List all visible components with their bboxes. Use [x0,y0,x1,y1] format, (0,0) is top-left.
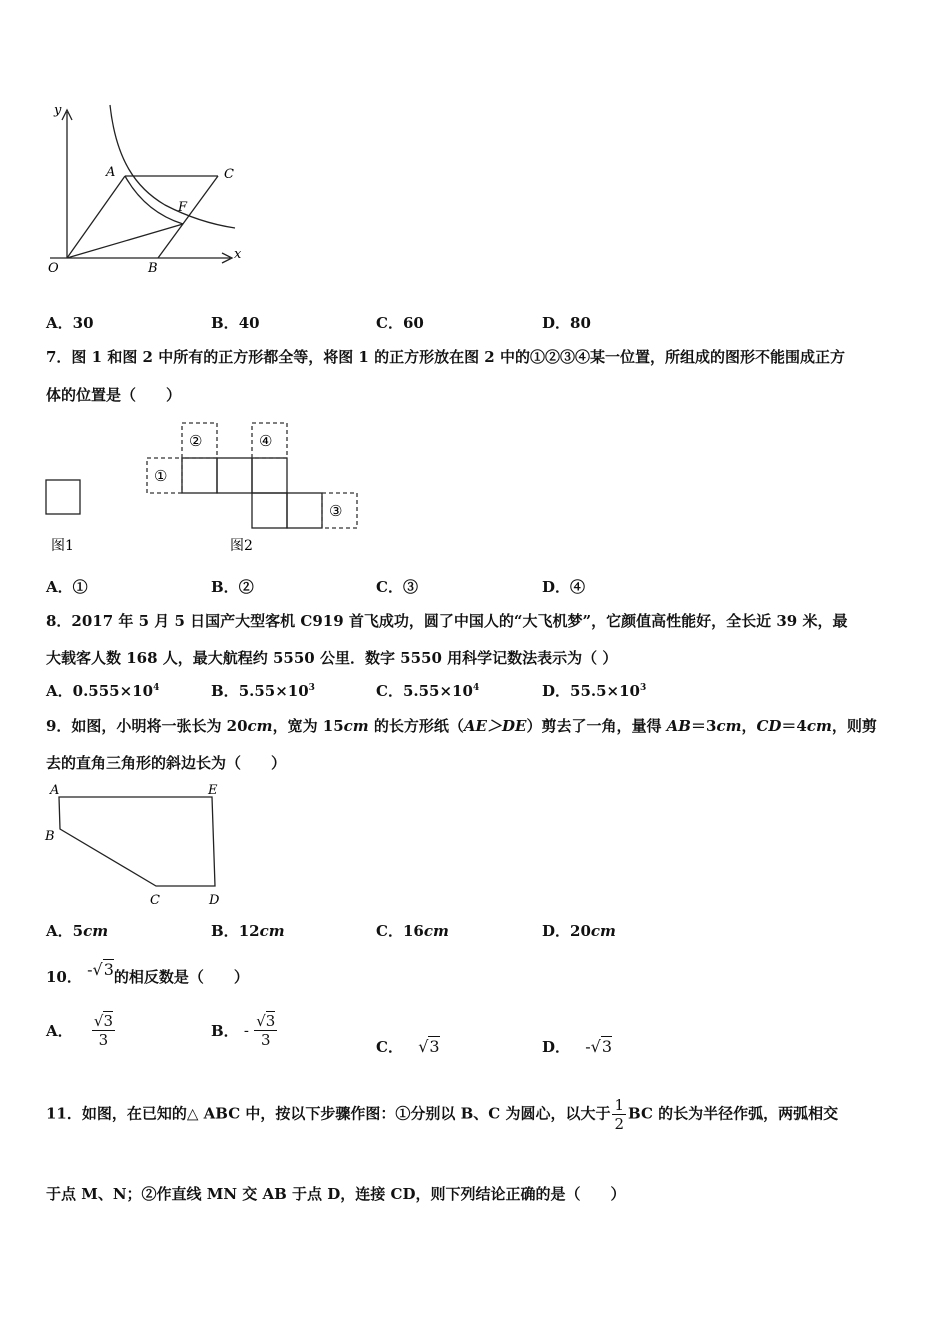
sqrt3: √3 [418,1037,440,1056]
q7-figures [40,418,370,563]
q9-stem-line1: 9．如图，小明将一张长为 20cm，宽为 15cm 的长方形纸（AE＞DE）剪去了一角，量得 AB＝3cm，CD＝4cm，则剪 [46,717,877,735]
q10-option-a[interactable]: A． $\frac{√3}{3}$ [46,1012,113,1049]
label-B: B [148,261,158,276]
fig2-square [287,493,322,528]
q7-option-c[interactable] [376,576,418,597]
fig2-square [217,458,252,493]
q6-coordinate-figure [40,100,250,280]
arc-AF [125,176,183,224]
q10-stem: 10． -√3的相反数是（ ） [46,960,249,986]
q8-option-c[interactable] [376,680,479,701]
q10-option-c[interactable]: C． √3 [376,1037,440,1056]
q7-option-a[interactable] [46,576,88,597]
hyperbola-curve [110,105,235,228]
option-base: 5.55×10 [402,682,473,700]
q6-option-c[interactable] [376,312,424,333]
option-letter: D． [542,314,571,332]
option-base: 55.5×10 [570,682,640,700]
fig2-square [252,458,287,493]
option-letter: B． [211,682,239,700]
fig1-square [46,480,80,514]
fig2-caption: 图2 [230,538,253,554]
option-exponent: 3 [640,683,647,693]
option-text: ② [238,578,254,596]
label-y: y [54,103,62,118]
fig1-caption: 图1 [51,538,74,554]
q7-stem-line1: 7．图 1 和图 2 中所有的正方形都全等，将图 1 的正方形放在图 2 中的①②③④某一位置，所组成的图形不能围成正方 [46,348,845,366]
label-D: D [209,893,220,908]
segment-OA [67,176,125,258]
frac-sqrt3-over-3: $\frac{√3}{3}$ [93,1012,113,1049]
label-A: A [50,783,60,798]
option-text: 80 [570,314,591,332]
q9-option-b[interactable]: B．12cm [211,922,285,940]
segment-OF [67,224,183,258]
label-F: F [178,200,188,215]
q9-figure [40,778,240,913]
q7-option-d[interactable] [542,576,585,597]
label-A: A [106,165,116,180]
label-C: C [150,893,160,908]
neg-frac-sqrt3-over-3: $\frac{√3}{3}$ [256,1012,276,1049]
option-text: 60 [402,314,424,332]
q9-stem-line2: 去的直角三角形的斜边长为（ ） [46,754,287,772]
option-base: 0.555×10 [72,682,154,700]
option-letter: C． [376,682,403,700]
q11-stem-line2: 于点 M、N；②作直线 MN 交 AB 于点 D，连接 CD，则下列结论正确的是（ ） [46,1185,626,1203]
label-C: C [224,167,234,182]
label-O: O [48,261,59,276]
frac-one-half: $\frac{1}{2}$ [614,1096,624,1133]
marker-2: ② [189,432,203,450]
q9-option-d[interactable]: D．20cm [542,922,616,940]
option-letter: B． [211,578,239,596]
marker-4: ④ [259,432,273,450]
fig2-square [182,458,217,493]
option-letter: A． [46,314,73,332]
q6-option-a[interactable] [46,312,94,333]
q6-option-b[interactable] [211,312,260,333]
q7-option-b[interactable] [211,576,254,597]
label-B: B [45,829,55,844]
option-text: 40 [238,314,260,332]
option-text: ③ [402,578,418,596]
option-letter: D． [542,682,571,700]
option-base: 5.55×10 [238,682,309,700]
option-text: 30 [72,314,94,332]
option-letter: C． [376,314,403,332]
option-exponent: 4 [472,683,480,693]
q8-stem-line2: 大载客人数 168 人，最大航程约 5550 公里．数字 5550 用科学记数法表示为（ ） [46,649,618,667]
option-exponent: 4 [153,683,160,693]
q9-option-a[interactable]: A．5cm [46,922,109,940]
q11-stem-line1: 11．如图，在已知的△ ABC 中，按以下步骤作图：①分别以 B、C 为圆心，以大于 $\frac{1}{2}$ BC 的长为半径作弧，两弧相交 [46,1096,839,1133]
q8-option-d[interactable] [542,680,646,701]
q10-option-d[interactable]: D． -√3 [542,1037,613,1056]
label-x: x [234,247,242,262]
option-letter: A． [46,578,73,596]
label-E: E [208,783,218,798]
marker-3: ③ [329,502,343,520]
option-text: ④ [570,578,586,596]
marker-1: ① [154,467,168,485]
option-letter: A． [46,682,73,700]
fig2-square [252,493,287,528]
option-letter: D． [542,578,571,596]
q7-stem-line2: 体的位置是（ ） [46,386,182,404]
neg-sqrt3: -√3 [585,1037,613,1056]
neg-sqrt3: -√3 [87,960,114,979]
q10-option-b[interactable]: B． - $\frac{√3}{3}$ [211,1012,276,1049]
q8-option-b[interactable] [211,680,315,701]
cut-rectangle [59,797,215,886]
q9-option-c[interactable]: C．16cm [376,922,449,940]
q8-stem-line1: 8．2017 年 5 月 5 日国产大型客机 C919 首飞成功，圆了中国人的“大飞机梦”，它颜值高性能好，全长近 39 米，最 [46,612,848,630]
option-letter: C． [376,578,403,596]
q8-option-a[interactable] [46,680,159,701]
option-text: ① [72,578,88,596]
q6-option-d[interactable] [542,312,591,333]
option-letter: B． [211,314,239,332]
option-exponent: 3 [308,683,315,693]
